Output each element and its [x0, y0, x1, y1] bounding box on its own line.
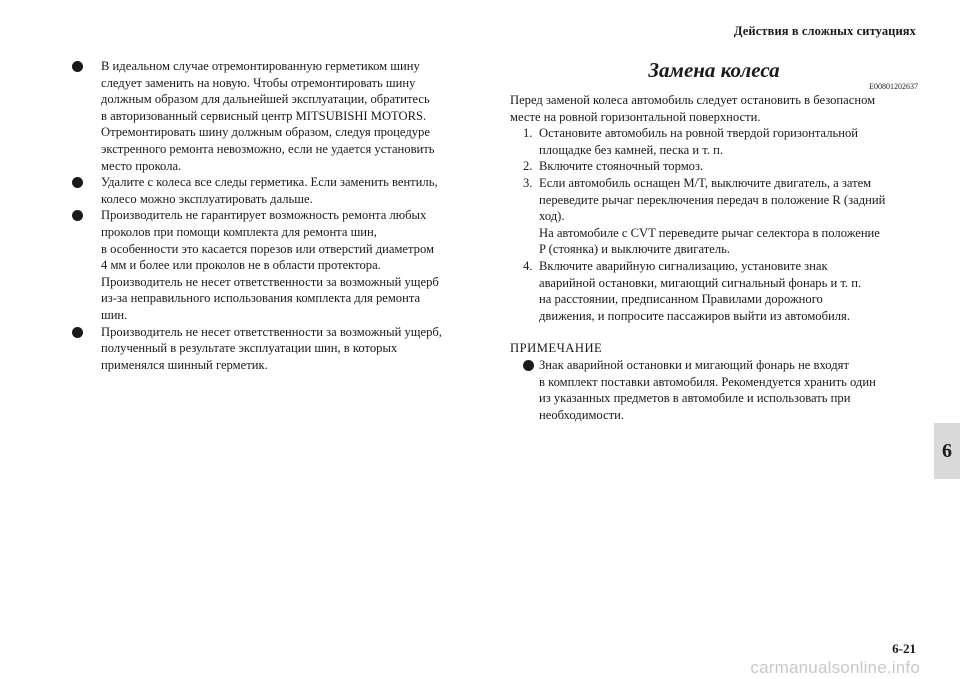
section-code: E00801202637 — [869, 82, 918, 91]
page-number: 6-21 — [892, 641, 916, 656]
text-line: Знак аварийной остановки и мигающий фонарь не входят — [539, 357, 849, 372]
text-line: Если автомобиль оснащен M/T, выключите двигатель, а затем — [539, 175, 872, 190]
step-item — [510, 125, 918, 158]
bullet-icon — [72, 210, 83, 221]
step-item — [510, 175, 918, 258]
text-line: необходимости. — [539, 407, 625, 422]
text-line: Остановите автомобиль на ровной твердой горизонтальной — [539, 126, 859, 141]
text-line: экстренного ремонта невозможно, если не удается установить — [101, 141, 435, 156]
text-line: проколов при помощи комплекта для ремонта шин, — [101, 224, 377, 239]
text-line: Производитель не несет ответственности за возможный ущерб — [101, 274, 439, 289]
text-line: площадке без камней, песка и т. п. — [539, 142, 724, 157]
bullet-icon — [72, 327, 83, 338]
bullet-item — [70, 207, 470, 323]
step-item — [510, 258, 918, 324]
text-line: должным образом для дальнейшей эксплуатации, обратитесь — [101, 92, 430, 107]
step-number: 4. — [523, 258, 533, 273]
section-tab: 6 — [934, 423, 960, 479]
bullet-item — [70, 58, 470, 174]
text-line: из указанных предметов в автомобиле и использовать при — [539, 391, 851, 406]
step-number: 3. — [523, 175, 533, 190]
step-number: 1. — [523, 126, 533, 141]
watermark: carmanualsonline.info — [750, 658, 920, 677]
text-line: место прокола. — [101, 158, 182, 173]
intro-line: Перед заменой колеса автомобиль следует остановить в безопасном — [510, 93, 876, 107]
text-line: на расстоянии, предписанном Правилами дорожного — [539, 292, 823, 307]
note-item — [510, 357, 918, 423]
text-line: На автомобиле с CVT переведите рычаг селектора в положение — [539, 225, 880, 240]
right-column — [510, 58, 918, 423]
text-line: аварийной остановки, мигающий сигнальный фонарь и т. п. — [539, 275, 862, 290]
bullet-icon — [523, 360, 534, 371]
text-line: 4 мм и более или проколов не в области протектора. — [101, 258, 381, 273]
bullet-item — [70, 174, 470, 207]
text-line: переведите рычаг переключения передач в положение R (задний — [539, 192, 886, 207]
text-line: шин. — [101, 307, 128, 322]
step-number: 2. — [523, 159, 533, 174]
text-line: в особенности это касается порезов или отверстий диаметром — [101, 241, 434, 256]
text-line: Отремонтировать шину должным образом, следуя процедуре — [101, 125, 430, 140]
text-line: ход). — [539, 209, 565, 224]
text-line: полученный в результате эксплуатации шин, в которых — [101, 341, 398, 356]
chapter-header: Действия в сложных ситуациях — [733, 24, 916, 38]
bullet-icon — [72, 61, 83, 72]
text-line: Производитель не гарантирует возможность ремонта любых — [101, 208, 427, 223]
text-line: Включите аварийную сигнализацию, установите знак — [539, 258, 828, 273]
text-line: следует заменить на новую. Чтобы отремонтировать шину — [101, 75, 416, 90]
text-line: Производитель не несет ответственности за возможный ущерб, — [101, 324, 442, 339]
text-line: в комплект поставки автомобиля. Рекомендуется хранить один — [539, 374, 876, 389]
text-line: Включите стояночный тормоз. — [539, 159, 704, 174]
section-title: Замена колеса — [648, 58, 780, 82]
note-heading: ПРИМЕЧАНИЕ — [510, 341, 603, 356]
bullet-item — [70, 324, 470, 374]
intro-line: месте на ровной горизонтальной поверхности. — [510, 109, 761, 124]
text-line: Удалите с колеса все следы герметика. Если заменить вентиль, — [101, 175, 438, 190]
text-line: движения, и попросите пассажиров выйти из автомобиля. — [539, 308, 850, 323]
text-line: в авторизованный сервисный центр MITSUBISHI MOTORS. — [101, 108, 427, 123]
text-line: P (стоянка) и выключите двигатель. — [539, 242, 730, 257]
bullet-icon — [72, 177, 83, 188]
step-item — [510, 158, 918, 175]
text-line: применялся шинный герметик. — [101, 357, 268, 372]
text-line: из-за неправильного использования комплекта для ремонта — [101, 291, 421, 306]
text-line: колесо можно эксплуатировать дальше. — [101, 191, 313, 206]
text-line: В идеальном случае отремонтированную герметиком шину — [101, 59, 420, 73]
left-column — [70, 58, 470, 373]
